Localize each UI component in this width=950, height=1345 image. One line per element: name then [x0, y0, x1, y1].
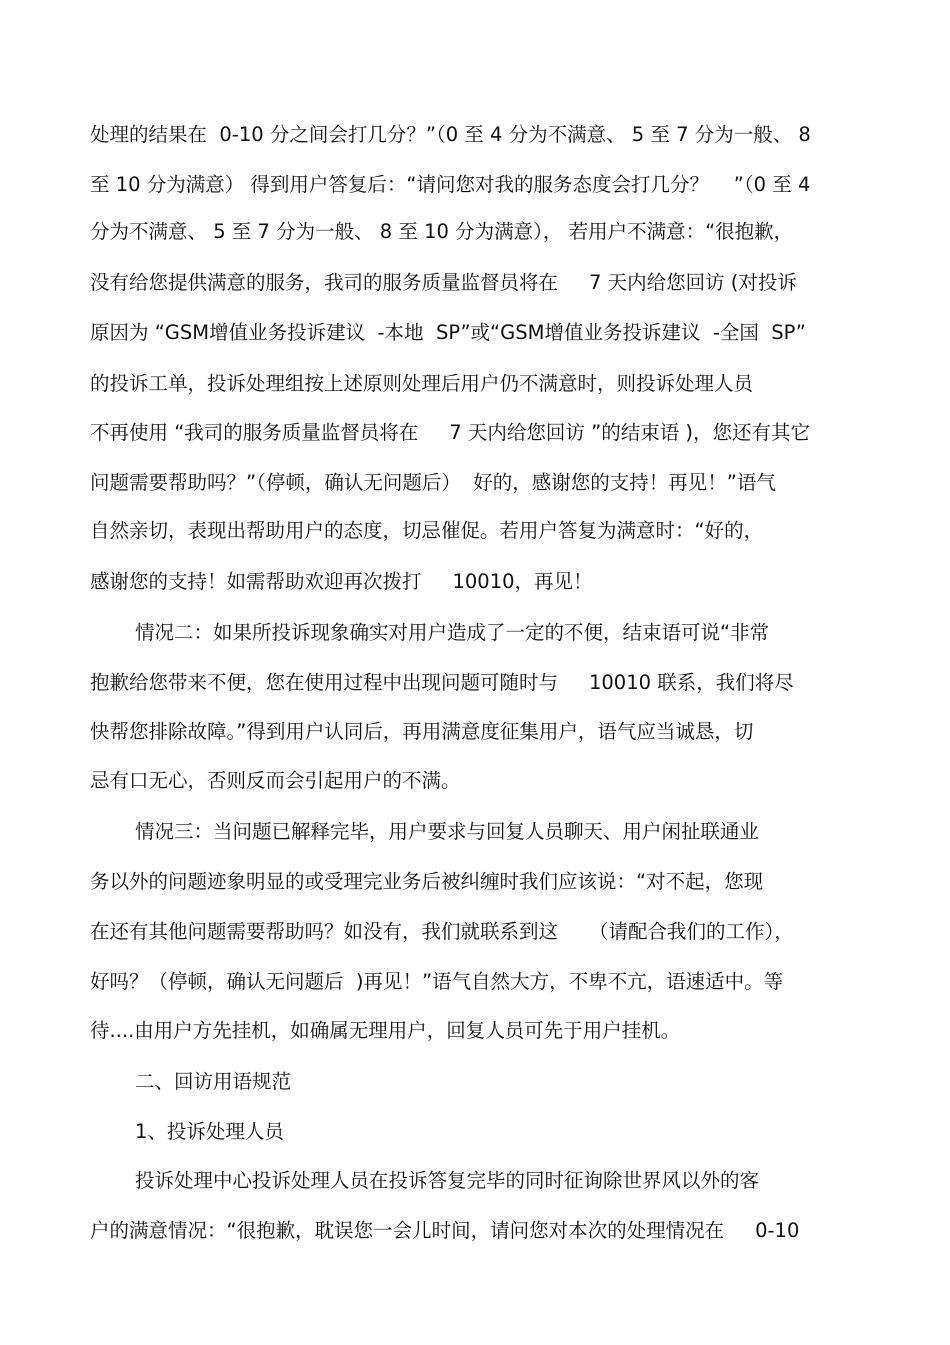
text-line: 的投诉工单，投诉处理组按上述原则处理后用户仍不满意时，则投诉处理人员 [90, 372, 754, 395]
text-line: 不再使用 “我司的服务质量监督员将在 7 天内给您回访 ”的结束语 )，您还有其它 [90, 421, 811, 444]
text-line: 户的满意情况：“很抱歉，耽误您一会儿时间，请问您对本次的处理情况在 0-10 [90, 1219, 800, 1242]
text-line: 好吗？（停顿，确认无问题后 )再见！”语气自然大方，不卑不亢，语速适中。等 [90, 970, 784, 993]
paragraph-first-line: 情况二：如果所投诉现象确实对用户造成了一定的不便，结束语可说“非常 [135, 621, 770, 644]
text-line: 至 10 分为满意） 得到用户答复后：“请问您对我的服务态度会打几分？ ”（0 至 4 [90, 173, 811, 196]
text-line: 在还有其他问题需要帮助吗？如没有，我们就联系到这 （请配合我们的工作）， [90, 920, 794, 943]
text-line: 抱歉给您带来不便，您在使用过程中出现问题可随时与 10010 联系，我们将尽 [90, 671, 794, 694]
text-line: 自然亲切，表现出帮助用户的态度，切忌催促。若用户答复为满意时：“好的， [90, 519, 764, 542]
text-line: 忌有口无心，否则反而会引起用户的不满。 [90, 769, 461, 792]
text-line: 分为不满意、 5 至 7 分为一般、 8 至 10 分为满意）， 若用户不满意：“很抱歉， [90, 220, 794, 243]
text-line: 没有给您提供满意的服务，我司的服务质量监督员将在 7 天内给您回访 (对投诉 [90, 271, 797, 294]
text-line: 原因为 “GSM增值业务投诉建议 -本地 SP”或“GSM增值业务投诉建议 -全国 SP” [90, 321, 806, 344]
text-line: 问题需要帮助吗？”（停顿，确认无问题后） 好的，感谢您的支持！再见！”语气 [90, 471, 776, 494]
text-line: 待....由用户方先挂机，如确属无理用户，回复人员可先于用户挂机。 [90, 1019, 681, 1042]
text-line: 务以外的问题迹象明显的或受理完业务后被纠缠时我们应该说：“对不起，您现 [90, 870, 764, 893]
section-heading: 二、回访用语规范 [135, 1070, 292, 1093]
text-line: 感谢您的支持！如需帮助欢迎再次拨打 10010，再见！ [90, 570, 593, 593]
paragraph-first-line: 投诉处理中心投诉处理人员在投诉答复完毕的同时征询除世界风以外的客 [135, 1169, 760, 1192]
subsection-heading: 1、投诉处理人员 [135, 1120, 284, 1143]
text-line: 处理的结果在 0-10 分之间会打几分？”（0 至 4 分为不满意、 5 至 7 分为一般、 8 [90, 123, 811, 146]
text-line: 快帮您排除故障。”得到用户认同后，再用满意度征集用户，语气应当诚恳，切 [90, 720, 754, 743]
paragraph-first-line: 情况三：当问题已解释完毕，用户要求与回复人员聊天、用户闲扯联通业 [135, 820, 760, 843]
